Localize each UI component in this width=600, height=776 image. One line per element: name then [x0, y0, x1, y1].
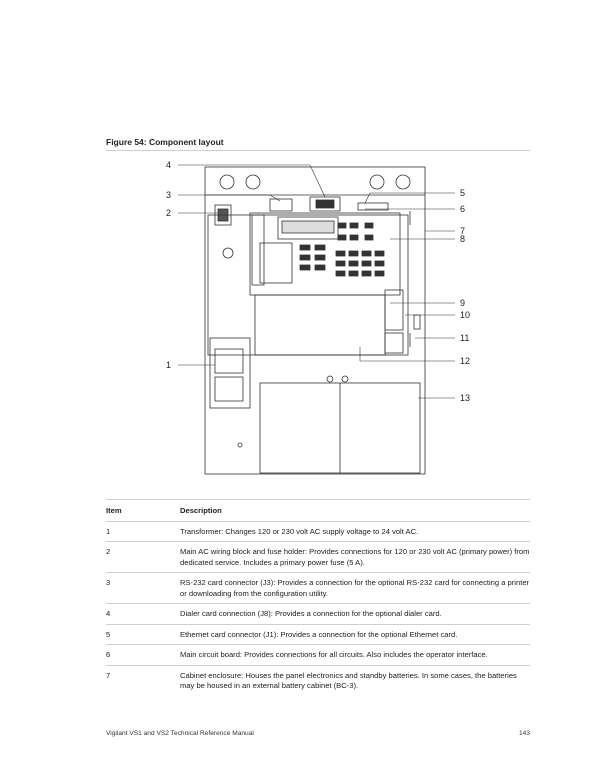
callout-1: 1: [166, 360, 172, 370]
row-description: Main circuit board: Provides connections for all circuits. Also includes the operator interface.: [180, 650, 488, 659]
table-row: [106, 666, 530, 696]
table-row: [106, 625, 530, 646]
row-description: Ethernet card connector (J1): Provides a connection for the optional Ethernet card.: [180, 629, 458, 639]
caption-rule: [106, 150, 530, 151]
row-item: 6: [106, 650, 111, 659]
table-row: [106, 522, 530, 543]
component-table: [106, 500, 530, 696]
figure-caption: Figure 54: Component layout: [106, 137, 224, 147]
callout-10: 10: [460, 310, 471, 320]
row-item: 5: [106, 629, 111, 639]
row-description: Dialer card connection (J8): Provides a connection for the optional dialer card.: [180, 609, 442, 618]
row-description: Main AC wiring block and fuse holder: Provides connections for 120 or 230 volt AC (primary power) from dedicated service. Includes a primary power fuse (5 A).: [180, 547, 530, 567]
table-row: [106, 645, 530, 666]
callout-3: 3: [166, 190, 172, 200]
page-footer: [106, 730, 530, 737]
row-item: 2: [106, 547, 111, 556]
table-header: [106, 500, 530, 522]
callout-8: 8: [460, 234, 466, 244]
main-circuit-board: [208, 215, 408, 355]
table-row: [106, 542, 530, 573]
callout-2: 2: [166, 208, 172, 218]
callout-9: 9: [460, 298, 466, 308]
row-item: 4: [106, 609, 111, 618]
row-item: 3: [106, 578, 111, 587]
callout-12: 12: [460, 356, 471, 366]
callout-4: 4: [166, 160, 172, 170]
callout-7: 7: [460, 226, 466, 236]
component-layout-diagram: [160, 155, 480, 485]
callout-5: 5: [460, 188, 466, 198]
manual-title: Vigilant VS1 and VS2 Technical Reference Manual: [106, 730, 254, 737]
callout-11: 11: [460, 333, 470, 343]
row-item: 1: [106, 526, 111, 536]
row-item: 7: [106, 670, 111, 680]
header-item: Item: [106, 506, 122, 515]
row-description: Transformer: Changes 120 or 230 volt AC supply voltage to 24 volt AC.: [180, 526, 419, 536]
callout-6: 6: [460, 204, 466, 214]
row-description: RS-232 card connector (J3): Provides a connection for the optional RS-232 card for connecting a printer or downloading from the configuration utility.: [180, 578, 530, 598]
header-description: Description: [180, 506, 222, 515]
table-row: [106, 604, 530, 625]
table-row: [106, 573, 530, 604]
page-number: 143: [518, 730, 530, 737]
row-description: Cabinet enclosure: Houses the panel electronics and standby batteries. In some cases, the batteries may be housed in an external battery cabinet (BC-3).: [180, 670, 517, 690]
callout-13: 13: [460, 393, 471, 403]
